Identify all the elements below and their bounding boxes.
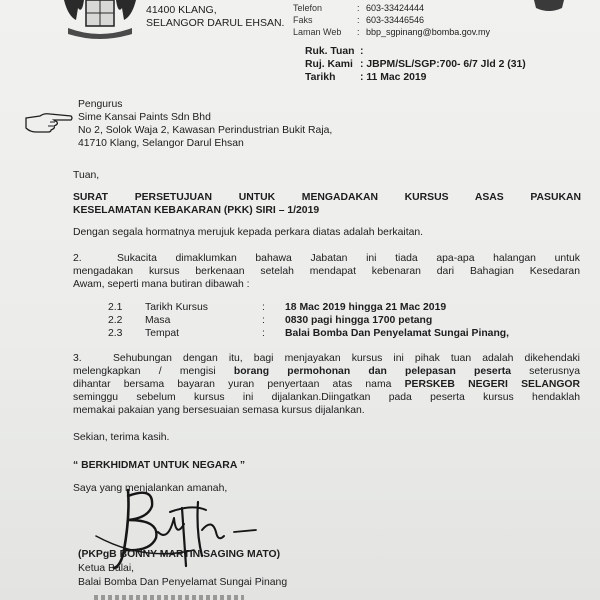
detail-label: Masa <box>145 315 171 326</box>
recipient-line: Pengurus <box>78 99 123 110</box>
contact-label-faks: Faks <box>293 15 313 25</box>
contact-value-web: bbp_sgpinang@bomba.gov.my <box>366 27 491 37</box>
contact-colon: : <box>357 27 360 37</box>
detail-colon: : <box>262 315 265 326</box>
para2-number: 2. <box>73 253 82 264</box>
recipient-line: Sime Kansai Paints Sdn Bhd <box>78 112 211 123</box>
detail-number: 2.1 <box>108 302 123 313</box>
subject-line-1: SURAT PERSETUJUAN UNTUK MENGADAKAN KURSUS ASAS PASUKAN <box>73 192 581 203</box>
crest-logo <box>58 0 142 40</box>
detail-value: 0830 pagi hingga 1700 petang <box>285 315 433 326</box>
contact-value-telefon: 603-33424444 <box>366 3 425 13</box>
para2-line-1: Sukacita dimaklumkan bahawa Jabatan ini tiada apa-apa halangan untuk <box>117 253 580 264</box>
para3-line-3: dihantar bersama bayaran yuran penyertaan atas nama PERSKEB NEGERI SELANGOR <box>73 379 580 390</box>
para2-line-3: Awam, seperti mana butiran dibawah : <box>73 279 250 290</box>
signatory-title: Ketua Balai, <box>78 563 135 574</box>
detail-value: 18 Mac 2019 hingga 21 Mac 2019 <box>285 302 447 313</box>
ref-ruk-label: Ruk. Tuan <box>305 46 355 57</box>
detail-label: Tarikh Kursus <box>145 302 208 313</box>
detail-number: 2.3 <box>108 328 123 339</box>
detail-number: 2.2 <box>108 315 123 326</box>
detail-colon: : <box>262 328 265 339</box>
closing-thanks: Sekian, terima kasih. <box>73 432 170 443</box>
para3-line-5: memakai pakaian yang bersesuaian semasa kursus dijalankan. <box>73 405 365 416</box>
contact-label-web: Laman Web <box>293 27 342 37</box>
detail-value: Balai Bomba Dan Penyelamat Sungai Pinang, <box>285 328 510 339</box>
closing-trust: Saya yang menjalankan amanah, <box>73 483 228 494</box>
para2-line-2: mengadakan kursus berkenaan setelah mendapat kebenaran dari Bahagian Kesedaran <box>73 266 580 277</box>
contact-value-faks: 603-33446546 <box>366 15 425 25</box>
contact-colon: : <box>357 15 360 25</box>
para3-line-1: Sehubungan dengan itu, bagi menjayakan kursus ini pihak tuan adalah dikehendaki <box>113 353 580 364</box>
signatory-station: Balai Bomba Dan Penyelamat Sungai Pinang <box>78 577 288 588</box>
ref-ruj-value: : JBPM/SL/SGP:700- 6/7 Jld 2 (31) <box>360 59 526 70</box>
para3-line-2: melengkapkan / mengisi borang permohonan dan pelepasan peserta seterusnya <box>73 366 580 377</box>
cutoff-text-fragment <box>94 595 244 600</box>
ref-date-value: : 11 Mac 2019 <box>360 72 427 83</box>
salutation: Tuan, <box>73 170 100 181</box>
detail-colon: : <box>262 302 265 313</box>
subject-line-2: KESELAMATAN KEBAKARAN (PKK) SIRI – 1/2019 <box>73 205 320 216</box>
ref-ruk-value: : <box>360 46 364 57</box>
letterhead-address-line-3: SELANGOR DARUL EHSAN. <box>146 17 285 29</box>
closing-motto: “ BERKHIDMAT UNTUK NEGARA ” <box>73 460 246 471</box>
contact-label-telefon: Telefon <box>293 3 323 13</box>
para3-number: 3. <box>73 353 82 364</box>
signatory-name: (PKPgB BONNY MARTIN SAGING MATO) <box>78 549 281 560</box>
letterhead-address-line-2: 41400 KLANG, <box>146 4 217 16</box>
recipient-line: No 2, Solok Waja 2, Kawasan Perindustrian Bukit Raja, <box>78 125 333 136</box>
detail-label: Tempat <box>145 328 180 339</box>
emblem-logo <box>532 0 566 14</box>
ref-date-label: Tarikh <box>305 72 336 83</box>
pointing-hand-icon <box>24 110 74 134</box>
recipient-line: 41710 Klang, Selangor Darul Ehsan <box>78 138 244 149</box>
contact-colon: : <box>357 3 360 13</box>
ref-ruj-label: Ruj. Kami <box>305 59 353 70</box>
para3-line-4: seminggu sebelum kursus ini dijalankan.Diingatkan pada peserta kursus hendaklah <box>73 392 580 403</box>
opening-sentence: Dengan segala hormatnya merujuk kepada perkara diatas adalah berkaitan. <box>73 227 424 238</box>
